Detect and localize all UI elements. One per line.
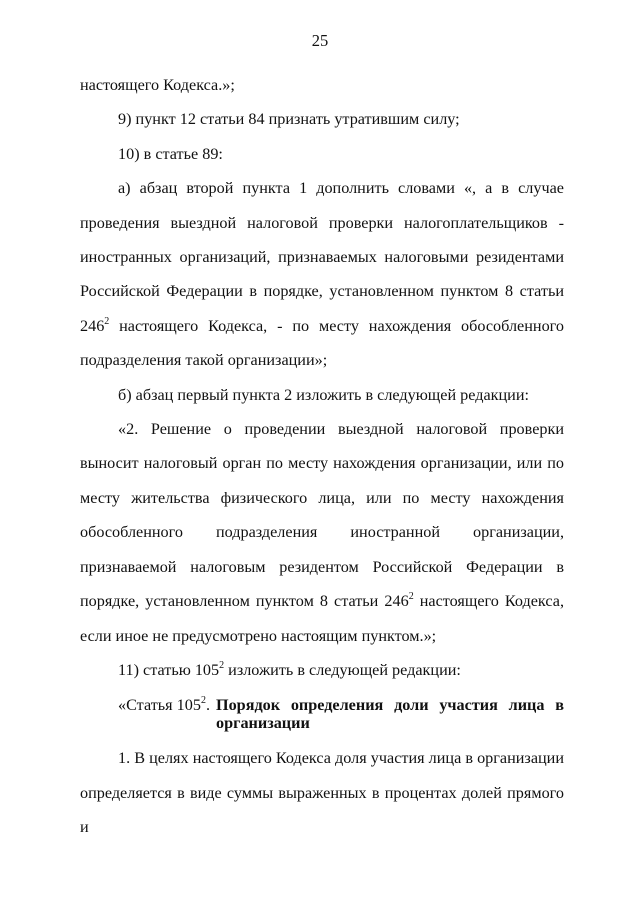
paragraph-text: 11) статью 105 <box>118 660 220 679</box>
article-title-line: организации <box>216 714 310 733</box>
article-label <box>118 696 216 732</box>
paragraph-continuation: настоящего Кодекса.»; <box>80 76 235 94</box>
paragraph-text: а) абзац второй пункта 1 дополнить словами «, а в случае проведения выездной налоговой проверки налогоплательщиков - иностранных организаций, признаваемых налоговыми резидентами Российской Федерации в порядке, установленном пунктом 8 статьи 246 <box>80 179 564 335</box>
paragraph-item-10: 10) в статье 89: <box>118 144 223 163</box>
paragraph-article-point-1: 1. В целях настоящего Кодекса доля участия лица в организации определяется в виде суммы выраженных в процентах долей прямого и <box>80 749 564 837</box>
paragraph-subitem-b: б) абзац первый пункта 2 изложить в следующей редакции: <box>118 385 529 404</box>
paragraph-item-11 <box>80 653 564 687</box>
article-heading <box>80 696 564 732</box>
paragraph-text: «2. Решение о проведении выездной налоговой проверки выносит налоговый орган по месту нахождения организации, или по месту жительства физического лица, или по месту нахождения обособленного подразделения иностранной организации, признаваемой налоговым резидентом Российской Федерации в порядке, установленном пунктом 8 статьи 246 <box>80 420 564 611</box>
paragraph-quote-decision <box>80 412 564 653</box>
paragraph-text: настоящего Кодекса, - по месту нахождения обособленного подразделения такой организации»; <box>80 316 564 370</box>
article-title-line: Порядок определения доли участия лица в <box>216 696 564 715</box>
superscript: 2 <box>200 695 206 707</box>
paragraph-subitem-a <box>80 171 564 377</box>
article-label-text: «Статья 105 <box>118 696 201 715</box>
superscript: 2 <box>219 659 225 671</box>
paragraph-text: настоящего Кодекса, если иное не предусмотрено настоящим пунктом.»; <box>80 592 564 645</box>
paragraph-item-9: 9) пункт 12 статьи 84 признать утратившим силу; <box>118 110 460 129</box>
article-title <box>216 696 564 732</box>
superscript: 2 <box>104 315 110 327</box>
article-label-dot: . <box>205 696 210 715</box>
page-number: 25 <box>311 31 329 50</box>
superscript: 2 <box>408 591 414 603</box>
paragraph-text: изложить в следующей редакции: <box>224 660 461 679</box>
document-body <box>80 68 564 845</box>
